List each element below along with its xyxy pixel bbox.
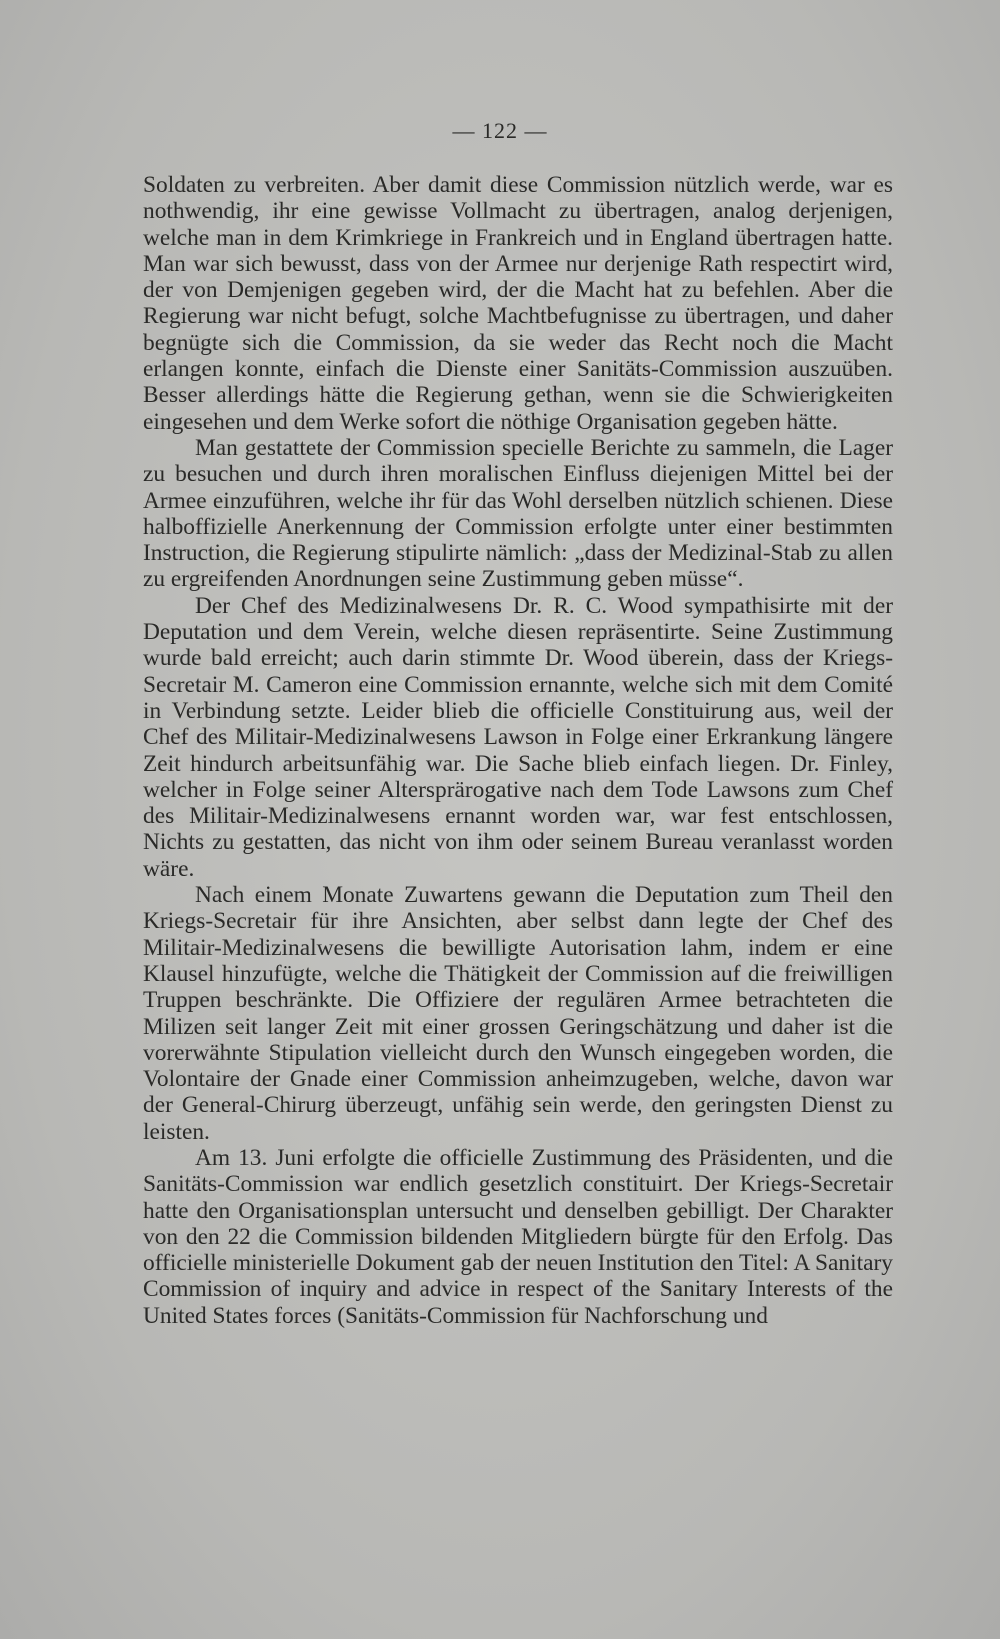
page-number: — 122 — <box>452 118 548 143</box>
paragraph-3: Der Chef des Medizinalwesens Dr. R. C. Wood sympathisirte mit der Deputation und dem Verein, welche diesen repräsentirte. Seine Zustimmung wurde bald erreicht; auch darin stimmte Dr. Wood überein, dass der Kriegs-Secretair M. Cameron eine Commission ernannte, welche sich mit dem Comité in Verbindung setzte. Leider blieb die officielle Constituirung aus, weil der Chef des Militair-Medizinalwesens Lawson in Folge einer Erkrankung längere Zeit hindurch arbeitsunfähig war. Die Sache blieb einfach liegen. Dr. Finley, welcher in Folge seiner Altersprärogative nach dem Tode Lawsons zum Chef des Militair-Medizinalwesens ernannt worden war, war fest entschlossen, Nichts zu gestatten, das nicht von ihm oder seinem Bureau veranlasst worden wäre. <box>143 592 893 882</box>
paragraph-5: Am 13. Juni erfolgte die officielle Zustimmung des Präsidenten, und die Sanitäts-Commission war endlich gesetzlich constituirt. Der Kriegs-Secretair hatte den Organisationsplan untersucht und denselben gebilligt. Der Charakter von den 22 die Commission bildenden Mitgliedern bürgte für den Erfolg. Das officielle ministerielle Dokument gab der neuen Institution den Titel: A Sanitary Commission of inquiry and advice in respect of the Sanitary Interests of the United States forces (Sanitäts-Commission für Nachforschung und <box>143 1144 893 1329</box>
paragraph-1: Soldaten zu verbreiten. Aber damit diese Commission nützlich werde, war es nothwendig, ihr eine gewisse Vollmacht zu übertragen, analog derjenigen, welche man in dem Krimkriege in Frankreich und in England übertragen hatte. Man war sich bewusst, dass von der Armee nur derjenige Rath respectirt wird, der von Demjenigen gegeben wird, der die Macht hat zu befehlen. Aber die Regierung war nicht befugt, solche Machtbefugnisse zu übertragen, und daher begnügte sich die Commission, da sie weder das Recht noch die Macht erlangen konnte, einfach die Dienste einer Sanitäts-Commission auszuüben. Besser allerdings hätte die Regierung gethan, wenn sie die Schwierigkeiten eingesehen und dem Werke sofort die nöthige Organisation gegeben hätte. <box>143 172 893 435</box>
body-text <box>143 172 893 1329</box>
paragraph-4: Nach einem Monate Zuwartens gewann die Deputation zum Theil den Kriegs-Secretair für ihre Ansichten, aber selbst dann legte der Chef des Militair-Medizinalwesens die bewilligte Autorisation lahm, indem er eine Klausel hinzufügte, welche die Thätigkeit der Commission auf die freiwilligen Truppen beschränkte. Die Offiziere der regulären Armee betrachteten die Milizen seit langer Zeit mit einer grossen Geringschätzung und daher ist die vorerwähnte Stipulation vielleicht durch den Wunsch eingegeben worden, die Volontaire der Gnade einer Commission anheimzugeben, welche, davon war der General-Chirurg überzeugt, unfähig sein werde, den geringsten Dienst zu leisten. <box>143 882 893 1145</box>
paragraph-2: Man gestattete der Commission specielle Berichte zu sammeln, die Lager zu besuchen und durch ihren moralischen Einfluss diejenigen Mittel bei der Armee einzuführen, welche ihr für das Wohl derselben nützlich schienen. Diese halboffizielle Anerkennung der Commission erfolgte unter einer bestimmten Instruction, die Regierung stipulirte nämlich: „dass der Medizinal-Stab zu allen zu ergreifenden Anordnungen seine Zustimmung geben müsse“. <box>143 434 893 593</box>
